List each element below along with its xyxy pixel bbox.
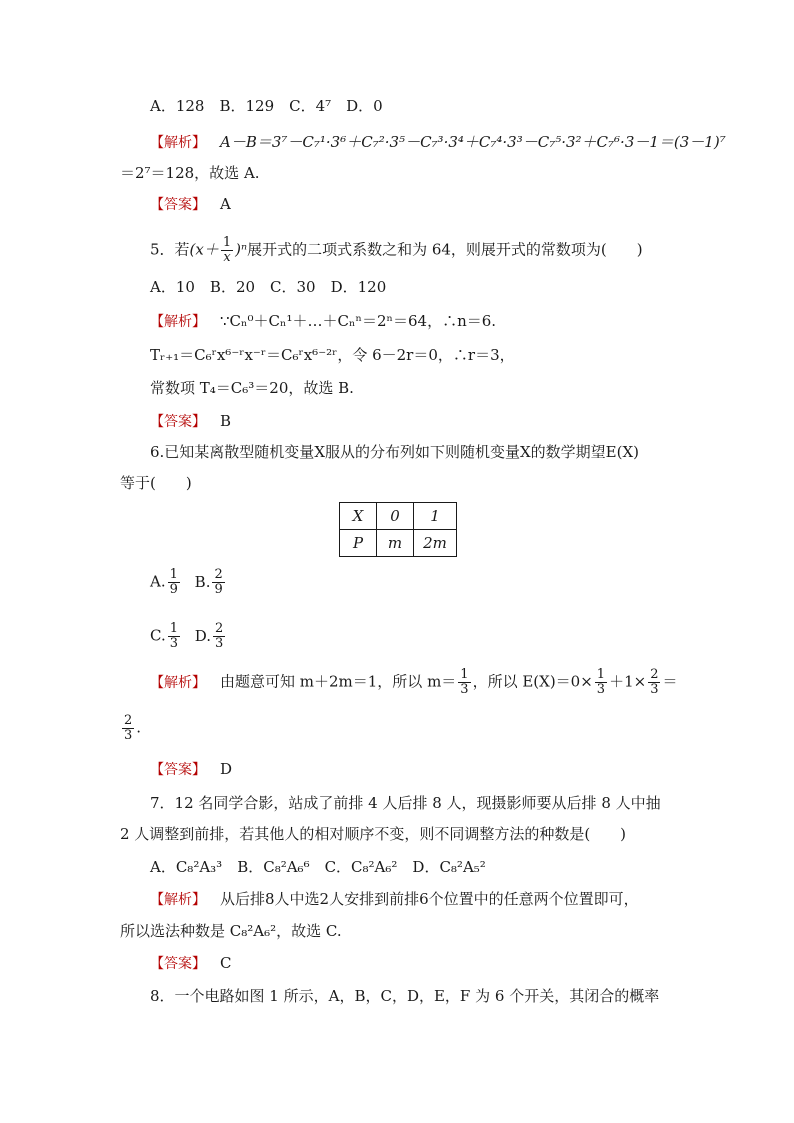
analysis-label: 【解析】 (150, 674, 206, 691)
distribution-table (339, 502, 457, 557)
q4-analysis-line1 (150, 132, 726, 153)
q5-stem (150, 236, 643, 265)
answer-label: 【答案】 (150, 762, 206, 778)
frac-den: 3 (650, 682, 659, 697)
answer-label: 【答案】 (150, 414, 206, 430)
table-cell: 0 (377, 503, 414, 530)
q5-answer (150, 411, 231, 432)
analysis-label: 【解析】 (150, 892, 206, 908)
frac-num: 1 (169, 621, 178, 636)
q6-optD-label: D. (194, 626, 212, 645)
q6-optC-label: C. (150, 626, 166, 645)
q5-analysis-line2: Tᵣ₊₁＝C₆ʳx⁶⁻ʳx⁻ʳ＝C₆ʳx⁶⁻²ʳ，令 6－2r＝0，∴r＝3， (150, 346, 515, 364)
q6-analysis (150, 668, 678, 697)
q6-options-cd (150, 622, 227, 651)
q8-stem-line1: 8．一个电路如图 1 所示，A，B，C，D，E，F 为 6 个开关，其闭合的概率 (150, 987, 660, 1005)
table-row (340, 503, 457, 530)
q5-analysis-text: ∵Cₙ⁰＋Cₙ¹＋…＋Cₙⁿ＝2ⁿ＝64，∴n＝6. (220, 312, 497, 330)
q7-stem-line1: 7．12 名同学合影，站成了前排 4 人后排 8 人，现摄影师要从后排 8 人中抽 (150, 794, 661, 812)
q6-answer-value: D (220, 760, 233, 778)
q7-analysis-text: 从后排8人中选2人安排到前排6个位置中的任意两个位置即可， (220, 890, 639, 908)
q6-analysis-frac3 (648, 668, 660, 697)
q4-answer-value: A (220, 195, 231, 213)
answer-label: 【答案】 (150, 197, 206, 213)
analysis-label: 【解析】 (150, 314, 206, 330)
q6-analysis-c: ＋1× (609, 672, 647, 691)
q5-answer-value: B (220, 412, 232, 430)
q6-answer (150, 759, 232, 780)
frac-num: 1 (596, 667, 606, 682)
q6-analysis-frac2 (595, 668, 607, 697)
q5-fraction (221, 236, 233, 265)
frac-den: 3 (460, 682, 469, 697)
table-cell: 1 (414, 503, 457, 530)
frac-den: 9 (169, 582, 178, 597)
frac-num: 1 (169, 567, 178, 582)
q6-options-ab (150, 568, 227, 597)
q6-optC-fraction (168, 622, 180, 651)
q5-stem-prefix: 5．若 (150, 240, 190, 259)
q6-analysis-a: 由题意可知 m＋2m＝1，所以 m＝ (220, 672, 457, 691)
q7-answer (150, 953, 231, 974)
answer-label: 【答案】 (150, 956, 206, 972)
q5-frac-num: 1 (222, 235, 232, 250)
frac-den: 9 (214, 582, 223, 597)
table-cell: X (340, 503, 377, 530)
q6-analysis-d: ＝ (662, 672, 678, 691)
q4-analysis-text: A－B＝3⁷－C₇¹·3⁶＋C₇²·3⁵－C₇³·3⁴＋C₇⁴·3³－C₇⁵·3²＋C₇⁶·3－1＝(3－1)⁷ (220, 133, 726, 151)
q7-analysis-line1 (150, 889, 639, 910)
frac-num: 2 (124, 713, 133, 728)
frac-den: 3 (169, 636, 178, 651)
q7-options: A．C₈²A₃³ B．C₈²A₆⁶ C．C₈²A₆² D．C₈²A₅² (150, 858, 486, 876)
frac-num: 2 (214, 567, 223, 582)
q4-answer (150, 194, 231, 215)
q5-stem-suffix: 展开式的二项式系数之和为 64，则展开式的常数项为( ) (247, 240, 643, 259)
q6-optA-label: A. (150, 572, 166, 591)
q6-stem-line2: 等于( ) (120, 474, 192, 492)
q5-frac-den: x (223, 250, 231, 265)
frac-num: 2 (650, 667, 659, 682)
q7-answer-value: C (220, 954, 232, 972)
q6-optB-label: B. (194, 572, 211, 591)
q7-analysis-line2: 所以选法种数是 C₈²A₆²，故选 C. (120, 922, 342, 940)
q4-analysis-line2: ＝2⁷＝128，故选 A. (120, 164, 260, 182)
q4-options: A．128 B．129 C．4⁷ D．0 (150, 97, 383, 115)
q6-optB-fraction (212, 568, 224, 597)
q6-analysis-frac1 (458, 668, 470, 697)
q5-analysis-line3: 常数项 T₄＝C₆³＝20，故选 B. (150, 379, 354, 397)
q7-stem-line2: 2 人调整到前排，若其他人的相对顺序不变，则不同调整方法的种数是( ) (120, 825, 627, 843)
frac-num: 2 (215, 621, 224, 636)
q6-analysis-continued (120, 714, 141, 743)
table-cell: P (340, 530, 377, 557)
q6-analysis-end: . (136, 718, 142, 737)
q6-optD-fraction (213, 622, 225, 651)
q6-optA-fraction (168, 568, 180, 597)
table-cell: m (377, 530, 414, 557)
q5-options: A．10 B．20 C．30 D．120 (150, 278, 387, 296)
q5-expr-left: (x＋ (189, 240, 219, 259)
frac-den: 3 (596, 682, 606, 697)
table-row (340, 530, 457, 557)
q6-stem-line1: 6.已知某离散型随机变量X服从的分布列如下则随机变量X的数学期望E(X) (150, 443, 640, 461)
frac-num: 1 (460, 667, 469, 682)
analysis-label: 【解析】 (150, 135, 206, 151)
q5-expr-right: )ⁿ (235, 240, 248, 259)
frac-den: 3 (215, 636, 224, 651)
frac-den: 3 (124, 728, 133, 743)
q5-analysis-line1 (150, 311, 496, 332)
table-cell: 2m (414, 530, 457, 557)
q6-analysis-b: ，所以 E(X)＝0× (472, 672, 593, 691)
q6-analysis-frac4 (122, 714, 134, 743)
